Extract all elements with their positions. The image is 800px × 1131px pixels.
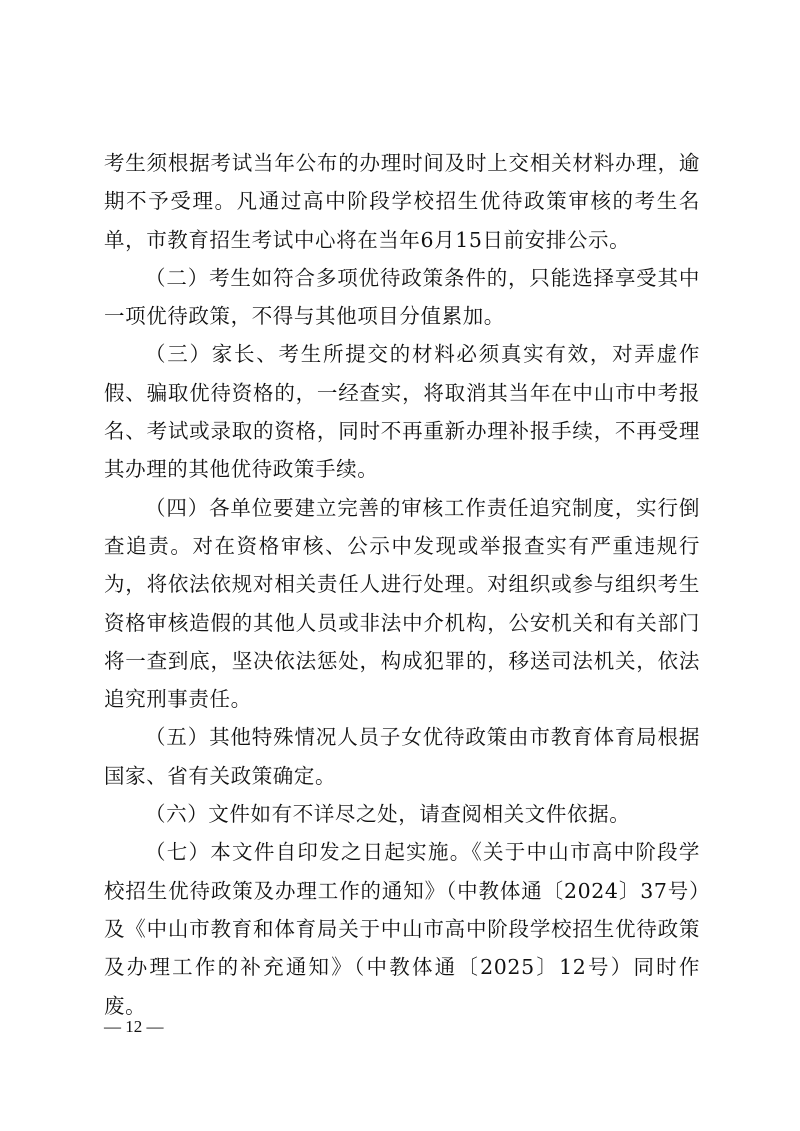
paragraph-item-5: （五）其他特殊情况人员子女优待政策由市教育体育局根据国家、省有关政策确定。 <box>104 725 700 788</box>
document-body <box>104 144 700 1025</box>
paragraph-item-2: （二）考生如符合多项优待政策条件的，只能选择享受其中一项优待政策，不得与其他项目分值累加。 <box>104 265 700 329</box>
paragraph-item-7: （七）本文件自印发之日起实施。《关于中山市高中阶段学校招生优待政策及办理工作的通知》（中教体通〔2024〕37号）及《中山市教育和体育局关于中山市高中阶段学校招生优待政策及办理工作的补充通知》（中教体通〔2025〕12号）同时作废。 <box>104 840 700 1018</box>
paragraph-continuation: 考生须根据考试当年公布的办理时间及时上交相关材料办理，逾期不予受理。凡通过高中阶段学校招生优待政策审核的考生名单，市教育招生考试中心将在当年6月15日前安排公示。 <box>104 151 700 252</box>
paragraph-item-3: （三）家长、考生所提交的材料必须真实有效，对弄虚作假、骗取优待资格的，一经查实，将取消其当年在中山市中考报名、考试或录取的资格，同时不再重新办理补报手续，不再受理其办理的其他优待政策手续。 <box>104 342 700 482</box>
paragraph-item-6: （六）文件如有不详尽之处，请查阅相关文件依据。 <box>145 802 631 827</box>
page-number: — 12 — <box>104 1017 164 1036</box>
paragraph-item-4: （四）各单位要建立完善的审核工作责任追究制度，实行倒查追责。对在资格审核、公示中发现或举报查实有严重违规行为，将依法依规对相关责任人进行处理。对组织或参与组织考生资格审核造假的其他人员或非法中介机构，公安机关和有关部门将一查到底，坚决依法惩处，构成犯罪的，移送司法机关，依法追究刑事责任。 <box>104 495 700 712</box>
